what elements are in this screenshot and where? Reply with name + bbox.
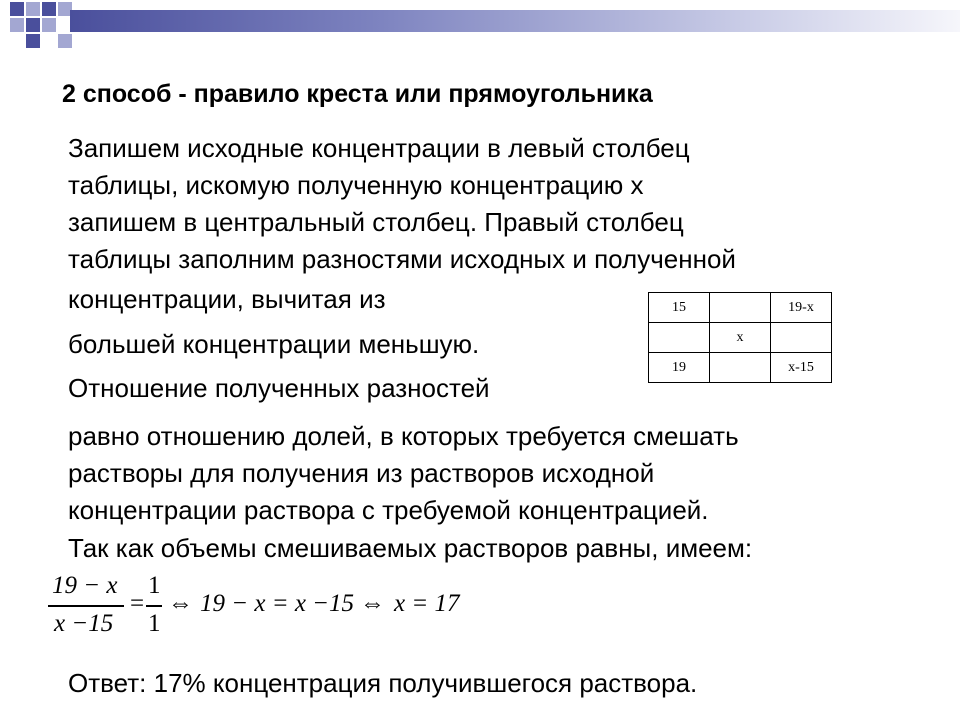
decor-square: [42, 2, 56, 16]
decor-square: [58, 34, 72, 48]
decor-square: [10, 2, 24, 16]
fraction-denominator: 1: [148, 610, 161, 637]
fraction-bar: [146, 605, 162, 607]
body-line: Запишем исходные концентрации в левый столбец: [68, 133, 690, 163]
table-cell: 19: [649, 353, 710, 383]
table-cell: [771, 323, 832, 353]
table-cell: [710, 293, 771, 323]
cross-rule-table: [648, 292, 832, 383]
table-row: [649, 323, 832, 353]
slide-title: 2 способ - правило креста или прямоугольника: [62, 80, 653, 108]
decor-square: [10, 18, 24, 32]
table-cell: 15: [649, 293, 710, 323]
table-cell: х-15: [771, 353, 832, 383]
fraction-numerator: 1: [148, 572, 161, 599]
equation-middle: 19 − x = x −15: [200, 590, 355, 617]
decor-square: [26, 18, 40, 32]
table-cell: 19-х: [771, 293, 832, 323]
equivalence-arrow: ⇔: [168, 590, 193, 617]
equals-sign: =: [130, 590, 145, 617]
body-line: концентрации, вычитая из: [68, 284, 386, 314]
body-line: Так как объемы смешиваемых растворов равны, имеем:: [68, 533, 753, 563]
header-decoration: [0, 0, 960, 48]
body-line: равно отношению долей, в которых требуется смешать: [68, 421, 739, 451]
body-line: растворы для получения из растворов исходной: [68, 458, 655, 488]
equivalence-arrow: ⇔: [360, 590, 385, 617]
header-gradient-bar: [70, 10, 960, 32]
table-row: [649, 353, 832, 383]
fraction-bar: [48, 605, 124, 607]
decor-square: [26, 2, 40, 16]
table-cell: [710, 353, 771, 383]
answer-line: Ответ: 17% концентрация получившегося раствора.: [68, 668, 698, 698]
body-line: таблицы заполним разностями исходных и полученной: [68, 244, 736, 274]
table-row: [649, 293, 832, 323]
decor-square: [26, 34, 40, 48]
equation: [48, 572, 488, 642]
body-line: большей концентрации меньшую.: [68, 329, 480, 359]
fraction-numerator: 19 − x: [52, 572, 118, 599]
body-line: концентрации раствора с требуемой концентрацией.: [68, 495, 709, 525]
table-cell: [649, 323, 710, 353]
body-line: Отношение полученных разностей: [68, 373, 490, 403]
body-line: запишем в центральный столбец. Правый столбец: [68, 207, 684, 237]
table-cell: х: [710, 323, 771, 353]
equation-result: x = 17: [394, 590, 460, 617]
body-line: таблицы, искомую полученную концентрацию х: [68, 170, 644, 200]
decor-square: [42, 18, 56, 32]
fraction-denominator: x −15: [54, 610, 114, 637]
